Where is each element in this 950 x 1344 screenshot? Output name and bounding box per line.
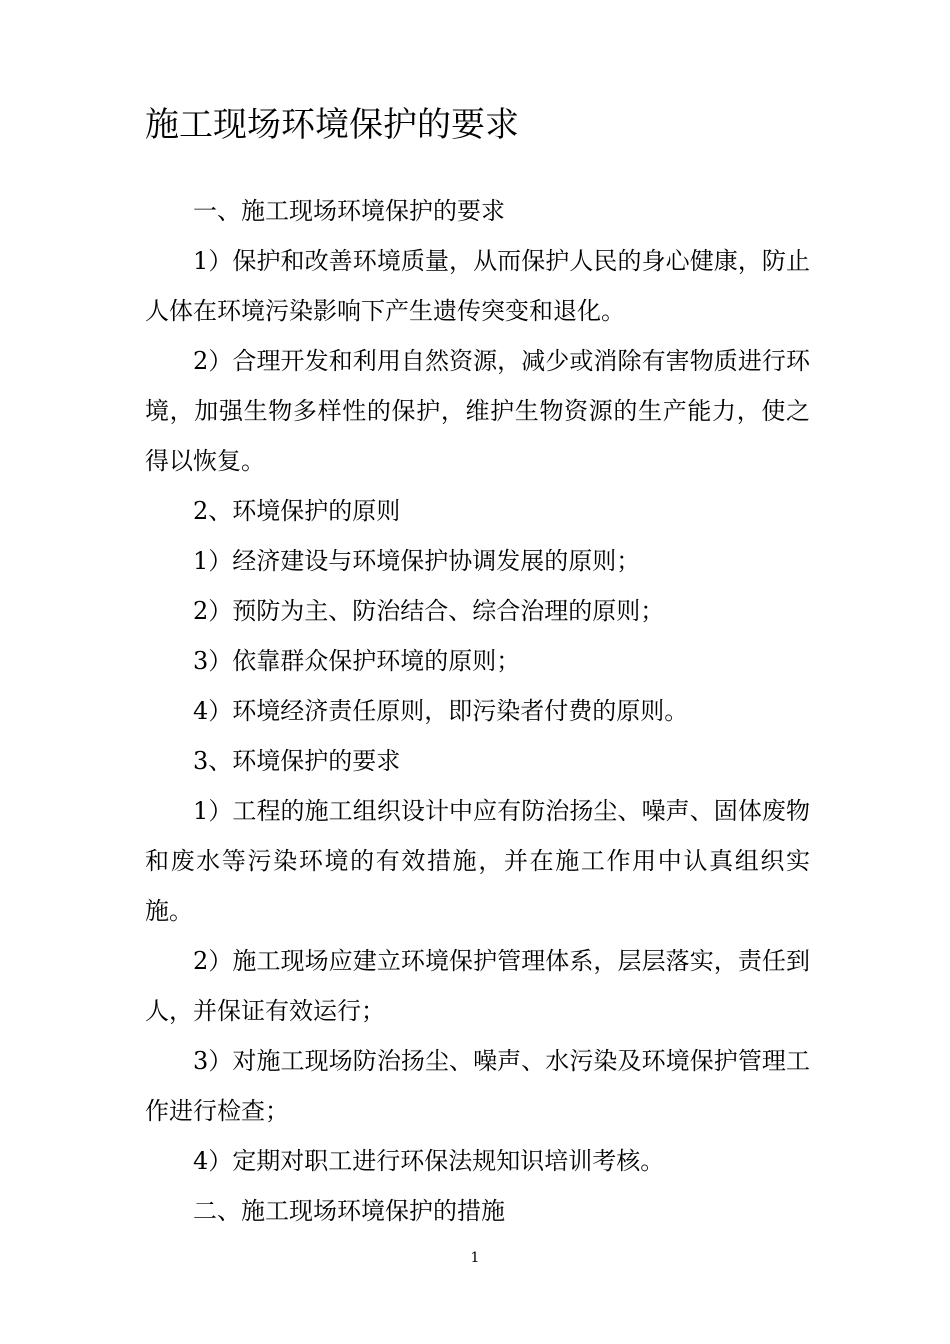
document-body (145, 186, 810, 1236)
paragraph: 4）定期对职工进行环保法规知识培训考核。 (193, 1147, 665, 1175)
section-heading-2: 2、环境保护的原则 (193, 497, 401, 525)
section-heading-1: 一、施工现场环境保护的要求 (193, 197, 505, 225)
paragraph: 1）经济建设与环境保护协调发展的原则； (193, 547, 641, 575)
section-heading-3: 3、环境保护的要求 (193, 747, 401, 775)
paragraph: 1）保护和改善环境质量，从而保护人民的身心健康，防止人体在环境污染影响下产生遗传突变和退化。 (145, 247, 810, 325)
paragraph: 2）预防为主、防治结合、综合治理的原则； (193, 597, 665, 625)
page-number: 1 (470, 1250, 480, 1266)
paragraph: 3）对施工现场防治扬尘、噪声、水污染及环境保护管理工作进行检查； (145, 1047, 810, 1125)
paragraph: 4）环境经济责任原则，即污染者付费的原则。 (193, 697, 689, 725)
paragraph: 1）工程的施工组织设计中应有防治扬尘、噪声、固体废物和废水等污染环境的有效措施，并在施工作用中认真组织实施。 (145, 797, 810, 925)
document-title: 施工现场环境保护的要求 (145, 105, 519, 145)
paragraph: 2）施工现场应建立环境保护管理体系，层层落实，责任到人，并保证有效运行； (145, 947, 810, 1025)
section-heading-4: 二、施工现场环境保护的措施 (193, 1197, 505, 1225)
paragraph: 3）依靠群众保护环境的原则； (193, 647, 521, 675)
paragraph: 2）合理开发和利用自然资源，减少或消除有害物质进行环境，加强生物多样性的保护，维护生物资源的生产能力，使之得以恢复。 (145, 347, 810, 475)
